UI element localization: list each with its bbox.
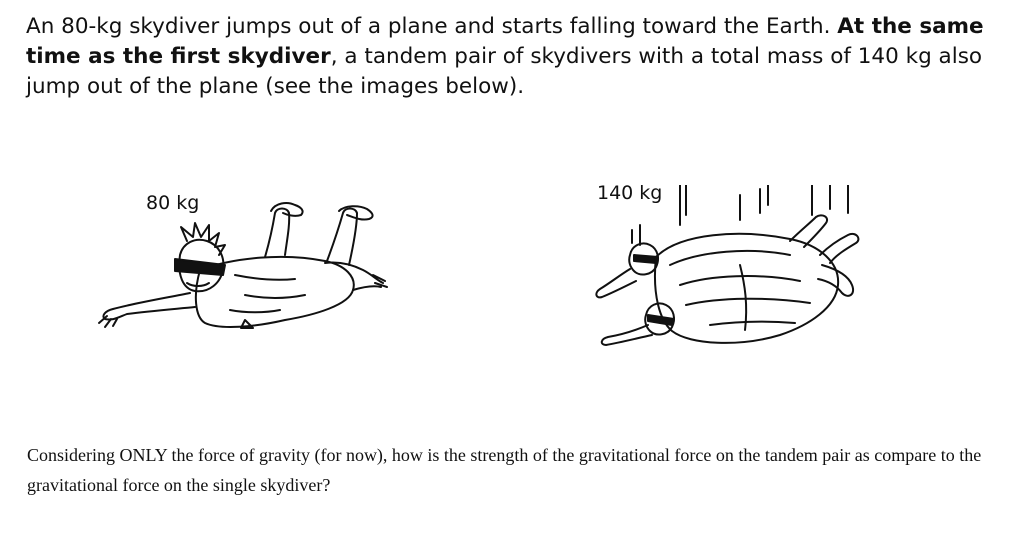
single-skydiver-mass-label: 80 kg: [146, 192, 200, 214]
single-skydiver-illustration: [95, 195, 395, 355]
intro-text-1: An 80-kg skydiver jumps out of a plane and starts falling toward the Earth.: [26, 14, 838, 39]
intro-text-2: , a tandem pair of skydivers with a total mass of 140 kg also jump out of the plane (see the images below).: [26, 44, 983, 99]
tandem-skydivers-illustration: [590, 185, 870, 365]
problem-statement: [26, 12, 986, 102]
question-text: Considering ONLY the force of gravity (for now), how is the strength of the gravitational force on the tandem pair as compare to the gravitational force on the single skydiver?: [27, 445, 982, 495]
tandem-mass-label: 140 kg: [597, 182, 663, 204]
intro-bold-text: At the same time as the first skydiver: [26, 14, 984, 69]
